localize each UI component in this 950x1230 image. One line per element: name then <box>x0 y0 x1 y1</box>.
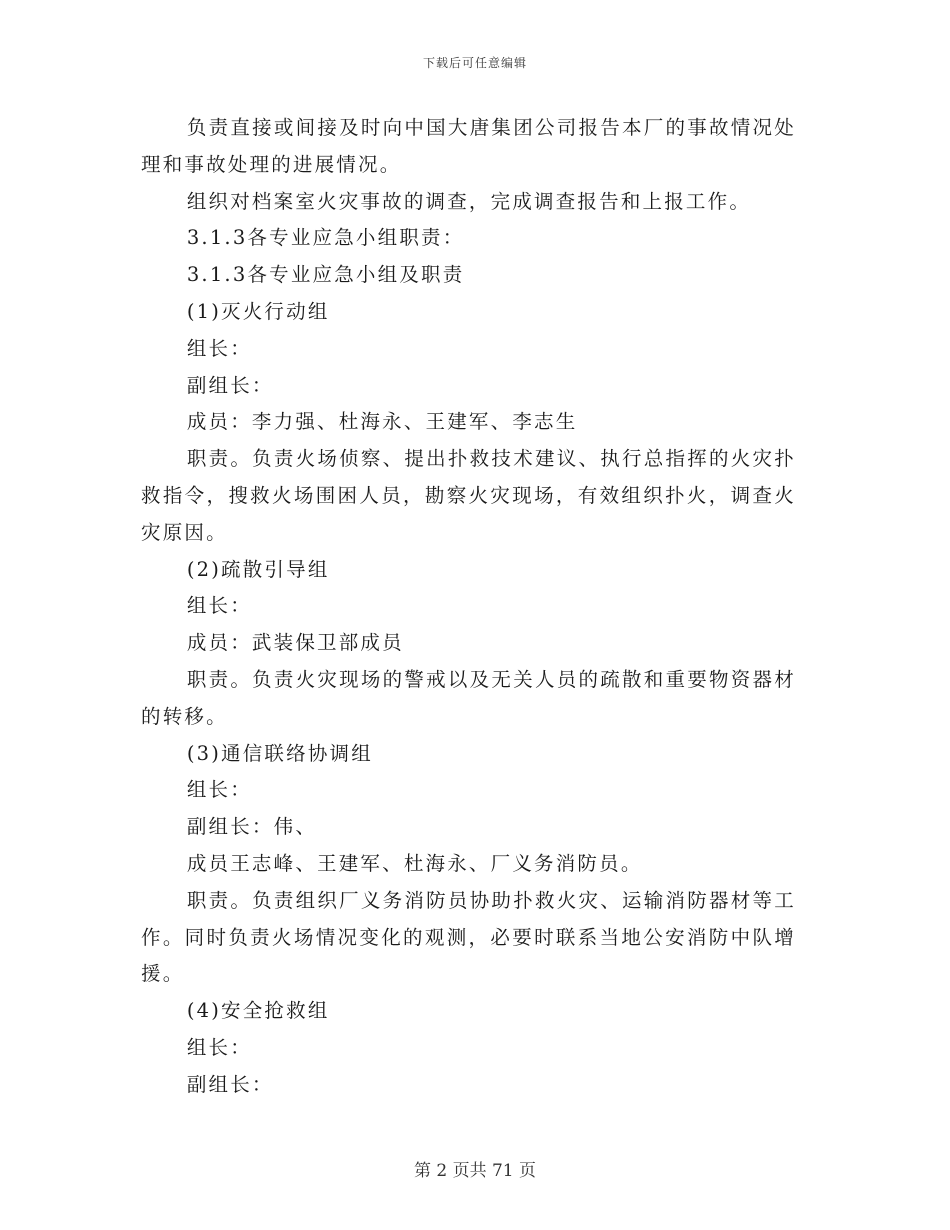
paragraph: 组长： <box>186 1035 252 1059</box>
section-heading: 3.1.3各专业应急小组及职责 <box>186 263 465 287</box>
group-heading: (3)通信联络协调组 <box>186 741 373 765</box>
page-number-footer: 第 2 页共 71 页 <box>413 1161 537 1181</box>
group-heading: (1)灭火行动组 <box>186 299 330 323</box>
paragraph: 组织对档案室火灾事故的调查，完成调查报告和上报工作。 <box>186 189 752 213</box>
paragraph: 负责直接或间接及时向中国大唐集团公司报告本厂的事故情况处理和事故处理的进展情况。 <box>141 116 796 176</box>
paragraph: 职责。负责火灾现场的警戒以及无关人员的疏散和重要物资器材的转移。 <box>141 667 796 728</box>
paragraph: 成员：武装保卫部成员 <box>186 631 404 655</box>
paragraph: 成员王志峰、王建军、杜海永、厂义务消防员。 <box>186 851 643 875</box>
paragraph: 职责。负责组织厂义务消防员协助扑救火灾、运输消防器材等工作。同时负责火场情况变化的观测，必要时联系当地公安消防中队增援。 <box>141 888 796 986</box>
paragraph: 组长： <box>186 778 252 802</box>
paragraph: 副组长： <box>186 1072 274 1096</box>
page-header: 下载后可任意编辑 <box>422 56 527 70</box>
paragraph: 成员：李力强、杜海永、王建军、李志生 <box>186 410 578 434</box>
group-heading: (4)安全抢救组 <box>186 999 330 1023</box>
section-heading: 3.1.3各专业应急小组职责： <box>186 226 465 250</box>
paragraph: 组长： <box>186 594 252 618</box>
paragraph: 职责。负责火场侦察、提出扑救技术建议、执行总指挥的火灾扑救指令，搜救火场围困人员，勘察火灾现场，有效组织扑火，调查火灾原因。 <box>141 447 796 544</box>
paragraph: 组长： <box>186 336 252 360</box>
paragraph: 副组长：伟、 <box>186 815 318 839</box>
document-body <box>141 110 796 1104</box>
group-heading: (2)疏散引导组 <box>186 557 330 581</box>
paragraph: 副组长： <box>186 373 274 397</box>
